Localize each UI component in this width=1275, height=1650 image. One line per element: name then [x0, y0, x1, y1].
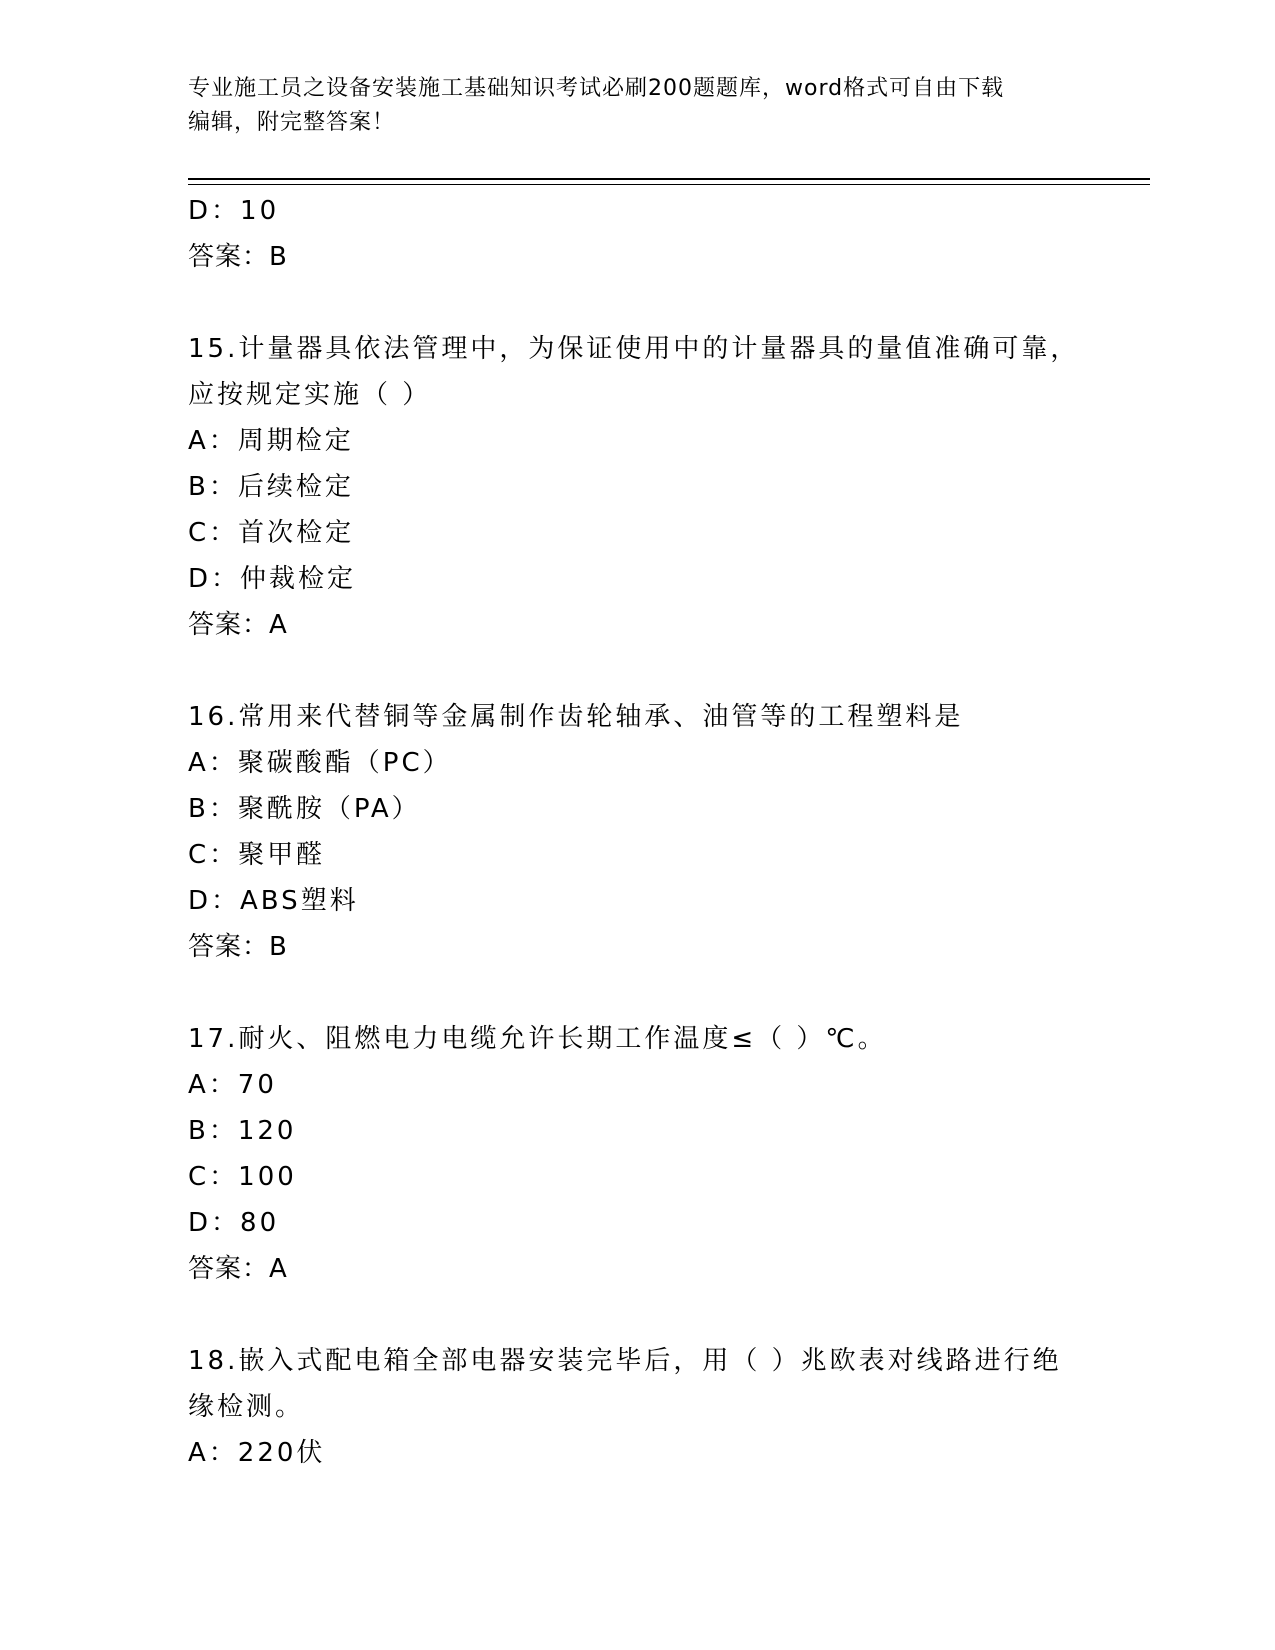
spacer [188, 970, 1088, 1016]
option-b: B：120 [188, 1116, 297, 1146]
option-a: A：220伏 [188, 1438, 326, 1468]
answer-line: 答案：A [188, 610, 288, 640]
question-stem: 16.常用来代替铜等金属制作齿轮轴承、油管等的工程塑料是 [188, 702, 964, 732]
question-stem: 17.耐火、阻燃电力电缆允许长期工作温度≤（ ）℃。 [188, 1024, 887, 1054]
question-stem-continued: 应按规定实施（ ） [188, 380, 432, 410]
question-stem: 18.嵌入式配电箱全部电器安装完毕后，用（ ）兆欧表对线路进行绝 [188, 1346, 1062, 1376]
question-fragment [188, 188, 1088, 280]
option-c: C：首次检定 [188, 518, 355, 548]
question-stem: 15.计量器具依法管理中，为保证使用中的计量器具的量值准确可靠， [188, 334, 1080, 364]
header-title-line-1: 专业施工员之设备安装施工基础知识考试必刷200题题库，word格式可自由下载 [188, 76, 1005, 101]
document-header [188, 72, 1088, 140]
header-divider-thick [188, 178, 1150, 180]
question-18 [188, 1338, 1088, 1476]
option-a: A：70 [188, 1070, 277, 1100]
question-list [188, 188, 1088, 1476]
header-divider-thin [188, 184, 1150, 185]
option-b: B：聚酰胺（PA） [188, 794, 421, 824]
question-16 [188, 694, 1088, 970]
option-d: D：仲裁检定 [188, 564, 357, 594]
spacer [188, 280, 1088, 326]
header-title-line-2: 编辑，附完整答案！ [188, 110, 396, 135]
answer-line: 答案：A [188, 1254, 288, 1284]
question-stem-continued: 缘检测。 [188, 1392, 305, 1422]
spacer [188, 648, 1088, 694]
answer-line: 答案：B [188, 242, 288, 272]
question-17 [188, 1016, 1088, 1292]
option-c: C：聚甲醛 [188, 840, 326, 870]
answer-line: 答案：B [188, 932, 288, 962]
option-c: C：100 [188, 1162, 297, 1192]
option-d: D：80 [188, 1208, 280, 1238]
option-b: B：后续检定 [188, 472, 354, 502]
option-a: A：周期检定 [188, 426, 354, 456]
option-a: A：聚碳酸酯（PC） [188, 748, 452, 778]
option-d: D：10 [188, 196, 280, 226]
question-15 [188, 326, 1088, 648]
option-d: D：ABS塑料 [188, 886, 359, 916]
spacer [188, 1292, 1088, 1338]
